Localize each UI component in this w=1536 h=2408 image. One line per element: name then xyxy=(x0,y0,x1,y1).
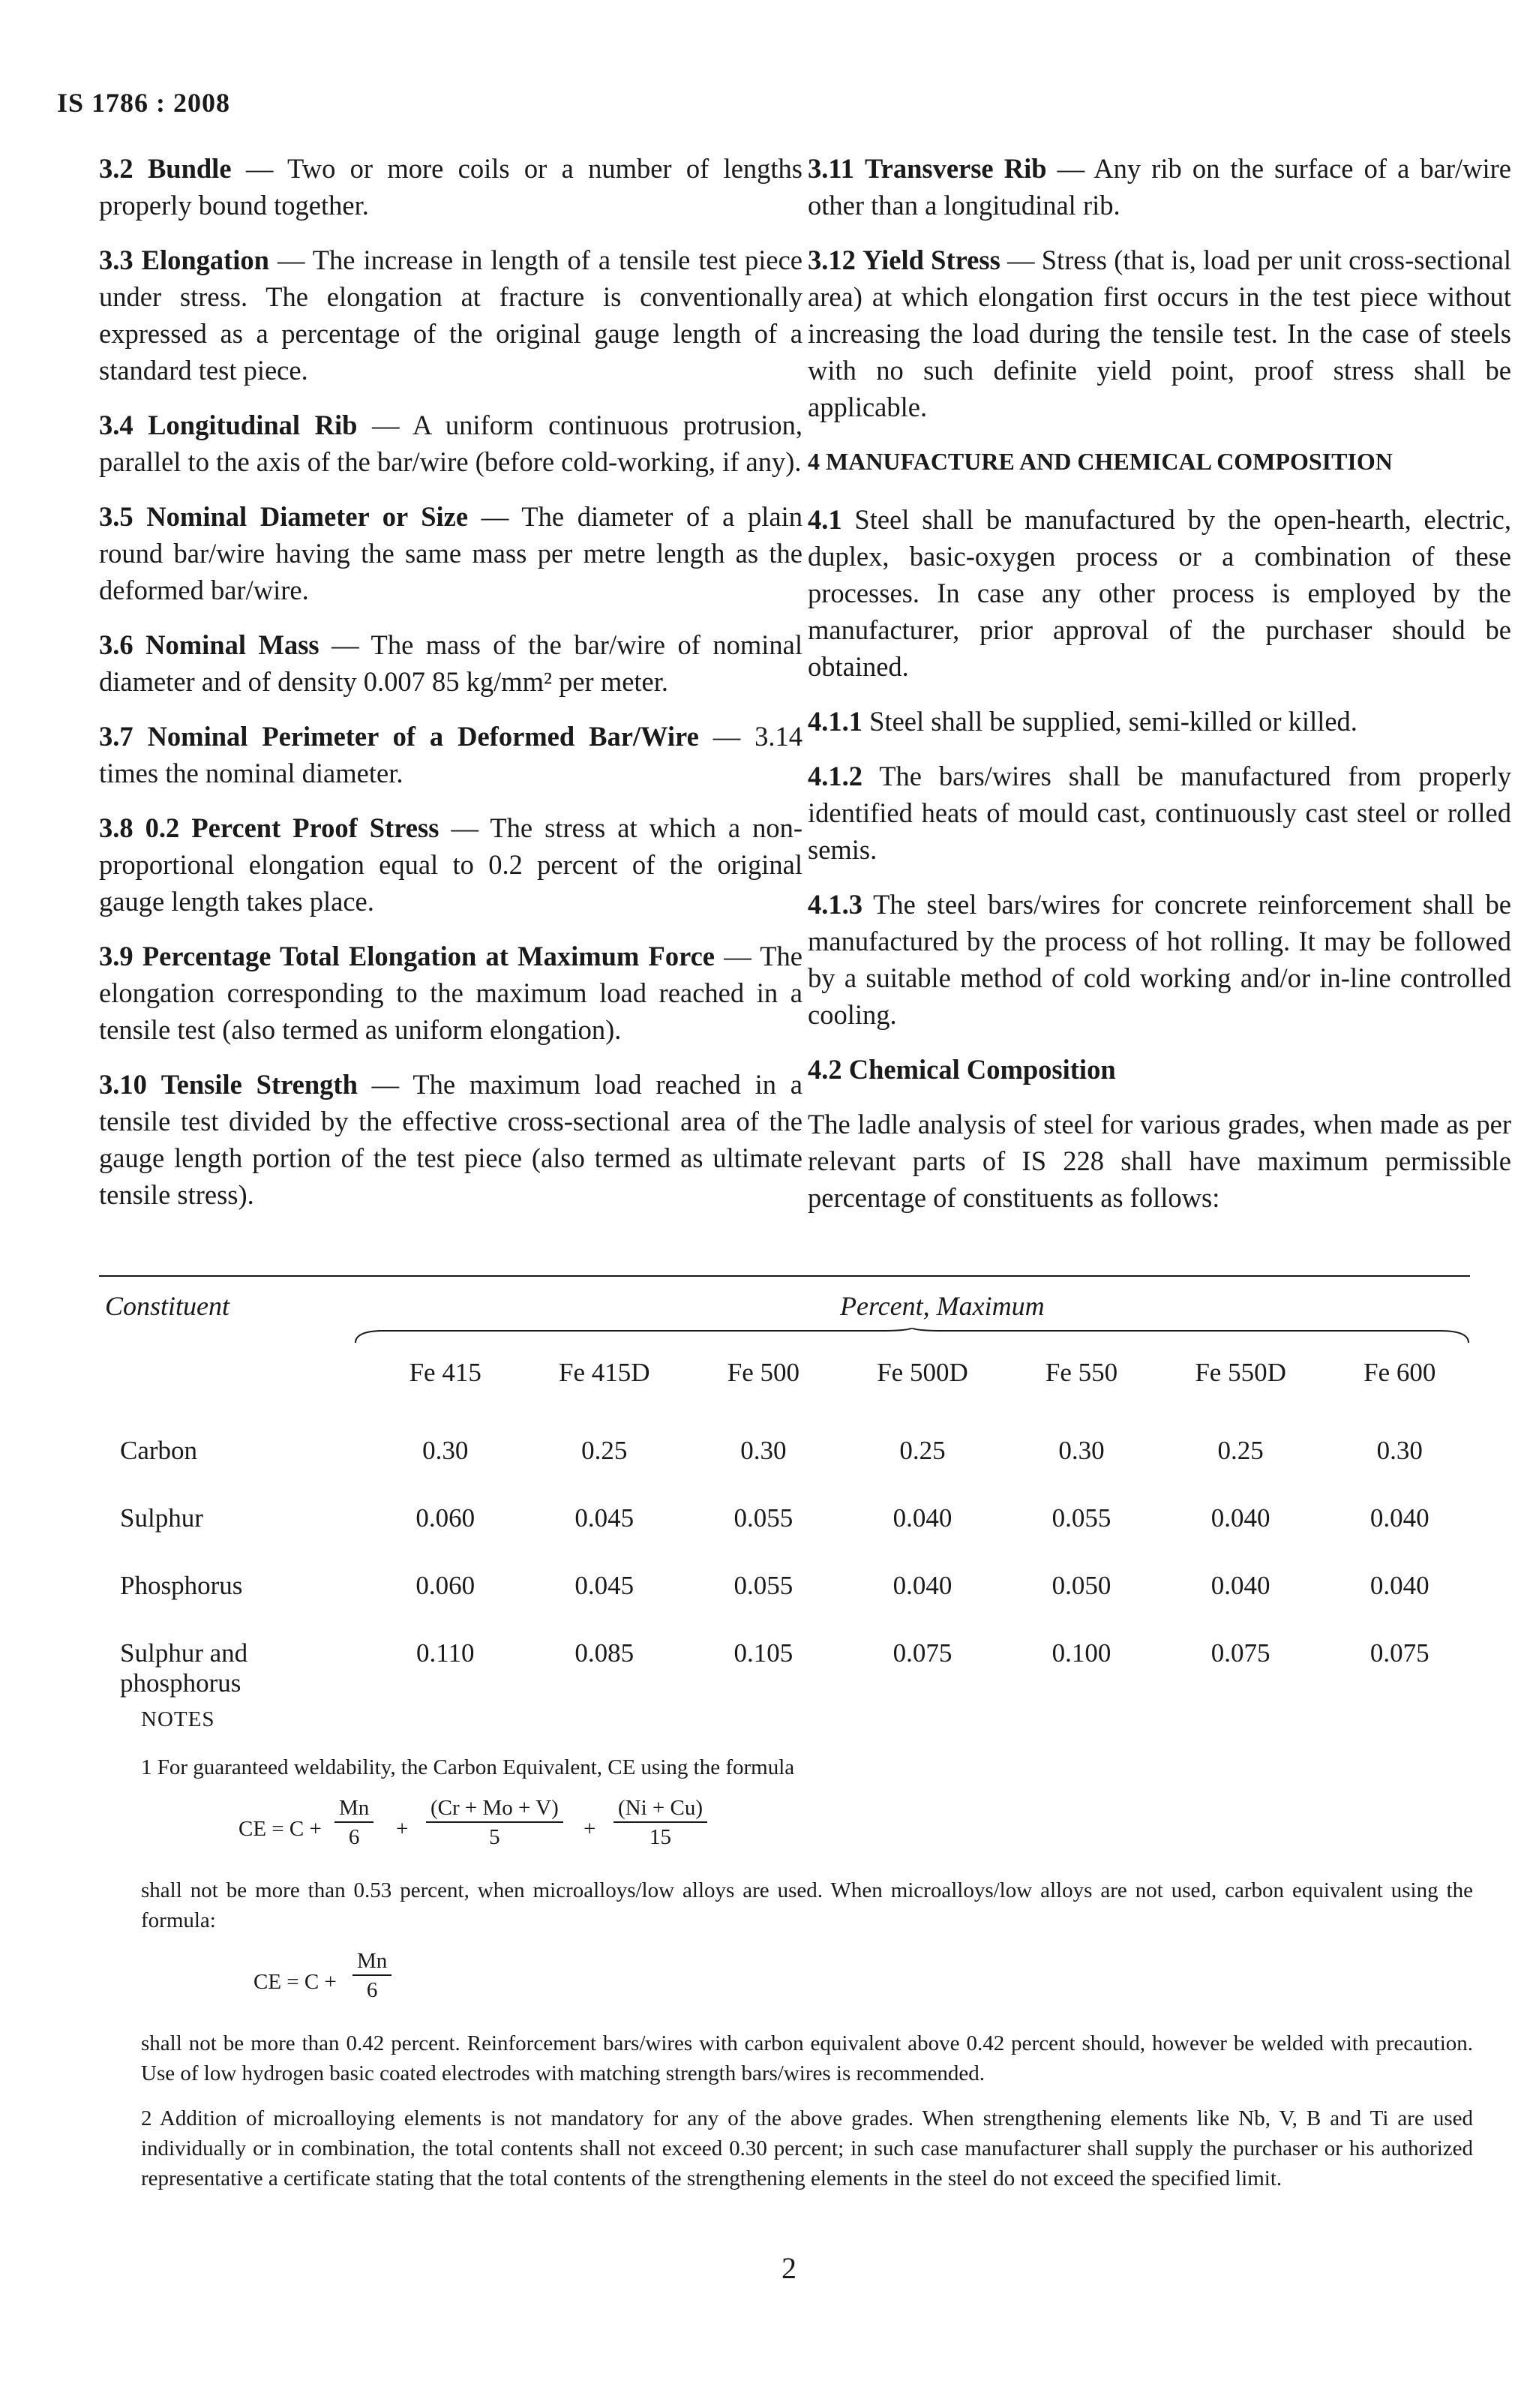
percent-maximum-header: Percent, Maximum xyxy=(840,1291,1045,1321)
definition-text: — The mass of the bar/wire of nominal diameter and of density 0.007 85 kg/mm² per meter. xyxy=(99,629,803,697)
fraction-numerator: Mn xyxy=(334,1794,374,1823)
definition-term: Nominal Diameter or Size xyxy=(146,501,469,532)
definition-text: — The stress at which a non-proportional elongation equal to 0.2 percent of the original gauge length takes place. xyxy=(99,812,803,917)
constituent-name: Carbon xyxy=(120,1436,198,1465)
table-cell: 0.25 xyxy=(581,1436,628,1465)
table-cell: 0.30 xyxy=(1376,1436,1423,1465)
clause-number: 4.1.2 xyxy=(808,761,862,791)
grade-label: Fe 415D xyxy=(559,1358,650,1387)
definition-3-9 xyxy=(99,938,802,1048)
clause-number: 3.3 xyxy=(99,245,134,275)
definition-text: — Stress (that is, load per unit cross-sectional area) at which elongation first occurs in the test piece without increasing the load during the tensile test. In the case of steels with no such definite yield point, proof stress shall be applicable. xyxy=(808,245,1512,422)
clause-number: 3.4 xyxy=(99,410,134,440)
table-cell: 0.30 xyxy=(422,1436,469,1465)
table-cell: 0.045 xyxy=(574,1571,634,1600)
definition-term: Transverse Rib xyxy=(864,153,1047,184)
definition-text: — The maximum load reached in a tensile test divided by the effective cross-sectional area of the gauge length portion of the test piece (also termed as ultimate tensile stress). xyxy=(99,1069,802,1210)
table-cell: 0.040 xyxy=(892,1571,952,1600)
clause-text: The steel bars/wires for concrete reinforcement shall be manufactured by the process of hot rolling. It may be followed by a suitable method of cold working and/or in-line controlled cooling. xyxy=(808,889,1511,1030)
fraction-numerator: Mn xyxy=(352,1947,392,1976)
grade-label: Fe 600 xyxy=(1364,1358,1436,1387)
section-4-2-heading: 4.2 Chemical Composition xyxy=(808,1054,1116,1085)
definition-text: — Two or more coils or a number of lengths properly bound together. xyxy=(99,153,803,221)
definition-3-5 xyxy=(99,498,802,608)
table-cell: 0.040 xyxy=(1370,1503,1430,1533)
header-brace xyxy=(354,1328,1470,1344)
notes-label: NOTES xyxy=(141,1707,215,1731)
table-cell: 0.075 xyxy=(1210,1638,1270,1668)
table-cell: 0.25 xyxy=(1217,1436,1264,1465)
composition-data xyxy=(99,1350,1470,1728)
definition-text: — Any rib on the surface of a bar/wire other than a longitudinal rib. xyxy=(808,153,1511,221)
definition-text: — The increase in length of a tensile test piece under stress. The elongation at fracture is conventionally expressed as a percentage of the original gauge length of a standard test piece. xyxy=(99,245,802,386)
table-cell: 0.075 xyxy=(892,1638,952,1668)
clause-4-1-1 xyxy=(808,703,1511,740)
definition-text: — A uniform continuous protrusion, parallel to the axis of the bar/wire (before cold-working, if any). xyxy=(99,410,803,477)
table-cell: 0.060 xyxy=(416,1503,476,1533)
table-row xyxy=(99,1503,1470,1571)
clause-text: Steel shall be supplied, semi-killed or killed. xyxy=(862,706,1358,737)
clause-number: 3.12 xyxy=(808,245,856,275)
grade-label: Fe 415 xyxy=(409,1358,482,1387)
clause-4-1 xyxy=(808,501,1511,685)
constituent-header: Constituent xyxy=(105,1291,230,1321)
formula-plus: + xyxy=(584,1817,596,1841)
fraction-denominator: 5 xyxy=(489,1825,500,1849)
definition-3-8 xyxy=(99,809,802,920)
definition-3-10 xyxy=(99,1066,802,1213)
page-number: 2 xyxy=(782,2251,796,2285)
table-cell: 0.085 xyxy=(574,1638,634,1668)
carbon-equivalent-formula-1 xyxy=(141,1791,1473,1866)
definition-term: Percentage Total Elongation at Maximum Force xyxy=(142,941,716,971)
table-cell: 0.055 xyxy=(734,1571,794,1600)
formula-lhs: CE = C + xyxy=(254,1970,337,1994)
formula-fraction xyxy=(614,1794,707,1851)
clause-number: 3.6 xyxy=(99,629,134,660)
table-cell: 0.105 xyxy=(734,1638,794,1668)
formula-fraction xyxy=(426,1794,563,1851)
table-row xyxy=(99,1436,1470,1503)
table-cell: 0.040 xyxy=(1210,1503,1270,1533)
fraction-denominator: 6 xyxy=(348,1825,360,1849)
table-cell: 0.075 xyxy=(1370,1638,1430,1668)
fraction-numerator: (Ni + Cu) xyxy=(614,1794,707,1823)
table-notes xyxy=(141,1704,1473,2202)
definition-3-3 xyxy=(99,242,802,389)
clause-number: 3.8 xyxy=(99,812,134,843)
grade-label: Fe 500D xyxy=(877,1358,968,1387)
clause-number: 3.10 xyxy=(99,1069,147,1100)
definition-term: Tensile Strength xyxy=(160,1069,358,1100)
fraction-numerator: (Cr + Mo + V) xyxy=(426,1794,563,1823)
clause-number: 3.11 xyxy=(808,153,854,184)
clause-number: 3.7 xyxy=(99,721,134,752)
grade-label: Fe 550D xyxy=(1195,1358,1286,1387)
document-header: IS 1786 : 2008 xyxy=(57,88,231,118)
clause-number: 3.2 xyxy=(99,153,134,184)
grade-label: Fe 500 xyxy=(727,1358,800,1387)
definition-3-2 xyxy=(99,150,802,224)
grade-label: Fe 550 xyxy=(1045,1358,1118,1387)
definition-term: 0.2 Percent Proof Stress xyxy=(145,812,440,843)
carbon-equivalent-formula-2 xyxy=(141,1944,1473,2019)
definition-3-6 xyxy=(99,626,802,700)
constituent-name: Sulphur and phosphorus xyxy=(120,1638,248,1698)
constituent-name: Sulphur xyxy=(120,1503,203,1533)
clause-number: 3.5 xyxy=(99,501,134,532)
note-2: 2 Addition of microalloying elements is not mandatory for any of the above grades. When strengthening elements like Nb, V, B and Ti are used individually or in combination, the total contents shall not exceed 0.30 percent; in such case manufacturer shall supply the purchaser or his authorized representative a certificate stating that the total contents of the strengthening elements in the steel do not exceed the specified limit. xyxy=(141,2106,1473,2190)
table-cell: 0.25 xyxy=(899,1436,946,1465)
clause-4-2-text: The ladle analysis of steel for various grades, when made as per relevant parts of IS 228 shall have maximum permissible percentage of constituents as follows: xyxy=(808,1109,1511,1213)
definition-text: — The elongation corresponding to the maximum load reached in a tensile test (also termed as uniform elongation). xyxy=(99,941,802,1045)
table-cell: 0.040 xyxy=(1210,1571,1270,1600)
clause-text: The bars/wires shall be manufactured from properly identified heats of mould cast, continuously cast steel or rolled semis. xyxy=(808,761,1511,865)
composition-table xyxy=(99,1275,1470,1698)
table-cell: 0.040 xyxy=(1370,1571,1430,1600)
definition-3-4 xyxy=(99,407,802,480)
table-cell: 0.055 xyxy=(734,1503,794,1533)
definition-term: Bundle xyxy=(147,153,232,184)
grade-header-row xyxy=(99,1350,1470,1436)
table-cell: 0.055 xyxy=(1052,1503,1112,1533)
table-cell: 0.045 xyxy=(574,1503,634,1533)
definition-term: Nominal Mass xyxy=(146,629,320,660)
constituent-name: Phosphorus xyxy=(120,1571,243,1600)
definition-term: Elongation xyxy=(141,245,269,275)
table-cell: 0.100 xyxy=(1052,1638,1112,1668)
right-column xyxy=(808,150,1511,1234)
formula-lhs: CE = C + xyxy=(238,1817,322,1841)
note-1-intro: 1 For guaranteed weldability, the Carbon Equivalent, CE using the formula xyxy=(141,1755,795,1779)
definition-3-12 xyxy=(808,242,1511,425)
definition-3-11 xyxy=(808,150,1511,224)
fraction-denominator: 6 xyxy=(366,1978,378,2002)
table-cell: 0.30 xyxy=(1058,1436,1105,1465)
fraction-denominator: 15 xyxy=(650,1825,671,1849)
clause-number: 3.9 xyxy=(99,941,134,971)
definition-text: — 3.14 times the nominal diameter. xyxy=(99,721,803,788)
definition-text: — The diameter of a plain round bar/wire having the same mass per metre length as the deformed bar/wire. xyxy=(99,501,802,605)
definition-3-7 xyxy=(99,718,802,791)
table-cell: 0.110 xyxy=(416,1638,475,1668)
table-cell: 0.040 xyxy=(892,1503,952,1533)
clause-number: 4.1.3 xyxy=(808,889,862,920)
table-cell: 0.30 xyxy=(740,1436,787,1465)
clause-4-1-2 xyxy=(808,758,1511,868)
definition-term: Nominal Perimeter of a Deformed Bar/Wire xyxy=(147,721,699,752)
clause-number: 4.1.1 xyxy=(808,706,862,737)
table-header xyxy=(99,1277,1470,1326)
clause-text: Steel shall be manufactured by the open-hearth, electric, duplex, basic-oxygen process or a combination of these processes. In case any other process is employed by the manufacturer, prior approval of the purchaser should be obtained. xyxy=(808,504,1511,682)
clause-4-1-3 xyxy=(808,886,1511,1033)
clause-number: 4.1 xyxy=(808,504,842,535)
formula-plus: + xyxy=(396,1817,409,1841)
section-4-heading: 4 MANUFACTURE AND CHEMICAL COMPOSITION xyxy=(808,448,1393,475)
note-1-middle: shall not be more than 0.53 percent, when microalloys/low alloys are used. When microalloys/low alloys are not used, carbon equivalent using the formula: xyxy=(141,1878,1473,1932)
formula-fraction xyxy=(334,1794,374,1851)
note-1-end: shall not be more than 0.42 percent. Reinforcement bars/wires with carbon equivalent above 0.42 percent should, however be welded with precaution. Use of low hydrogen basic coated electrodes with matching strength bars/wires is recommended. xyxy=(141,2031,1473,2085)
definition-term: Longitudinal Rib xyxy=(148,410,358,440)
table-cell: 0.060 xyxy=(416,1571,476,1600)
table-row xyxy=(99,1571,1470,1638)
table-cell: 0.050 xyxy=(1052,1571,1112,1600)
left-column xyxy=(99,150,802,1231)
definition-term: Yield Stress xyxy=(862,245,1000,275)
formula-fraction xyxy=(352,1947,392,2004)
